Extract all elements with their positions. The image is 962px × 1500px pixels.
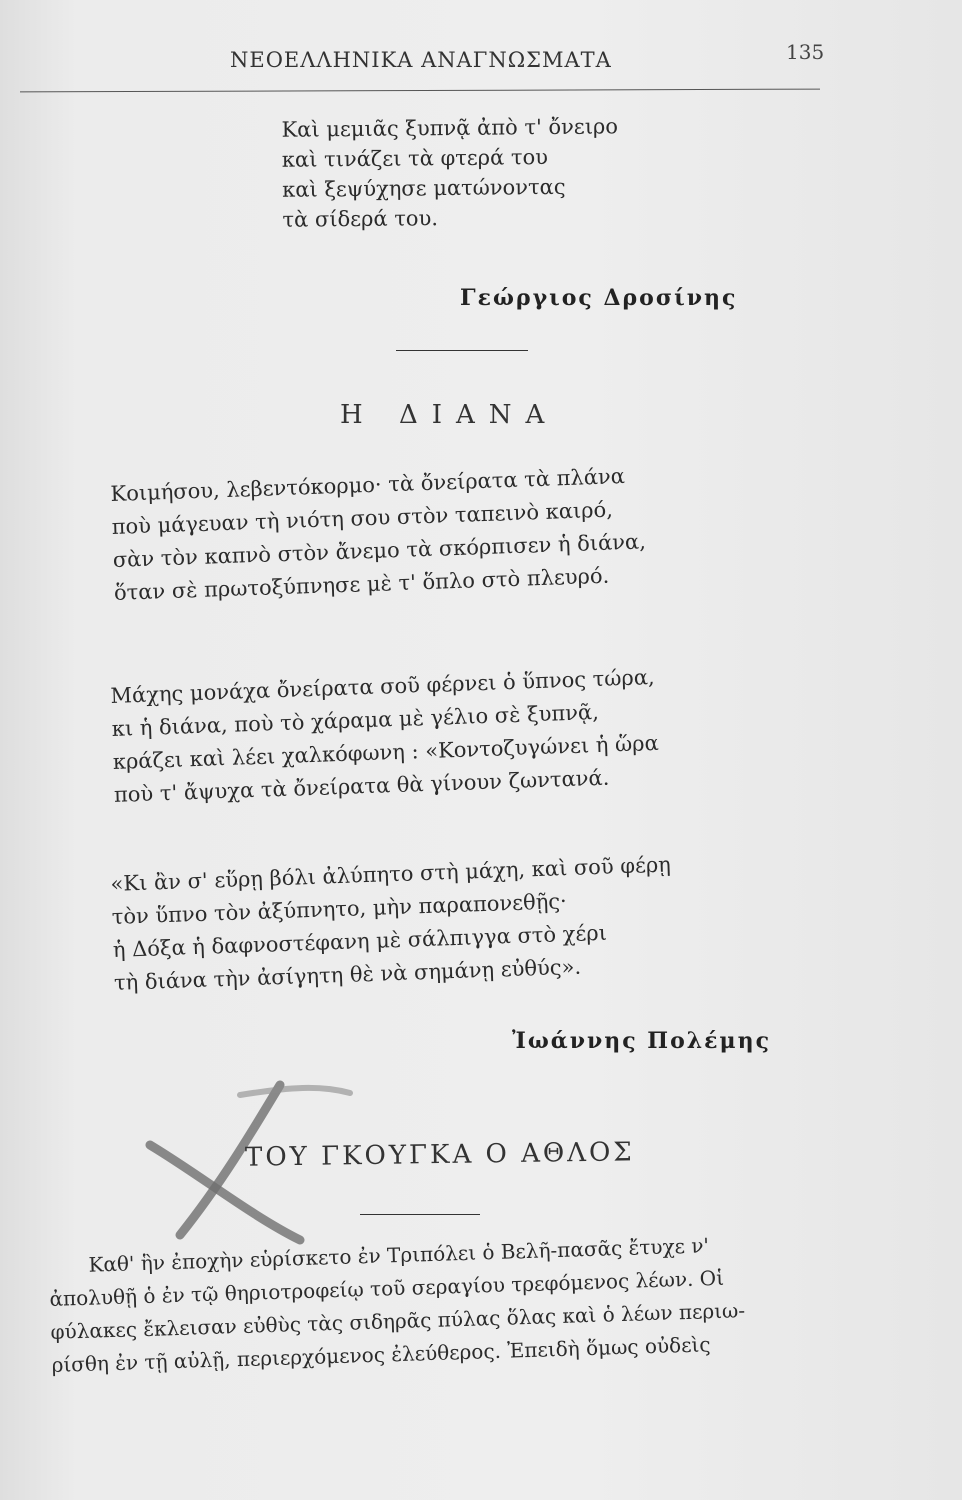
- prose-line: Καθ' ἣν ἐποχὴν εὑρίσκετο ἐν Τριπόλει ὁ Βελῆ-πασᾶς ἔτυχε ν': [88, 1233, 710, 1277]
- poem-line: καὶ ξεψύχησε ματώνοντας: [282, 174, 566, 202]
- poem-line: Καὶ μεμιᾶς ξυπνᾷ ἀπὸ τ' ὄνειρο: [281, 114, 619, 142]
- poem-line: ἡ Δόξα ἡ δαφνοστέφανη μὲ σάλπιγγα στὸ χέρι: [112, 920, 608, 962]
- poem-line: ποὺ μάγευαν τὴ νιότη σου στὸν ταπεινὸ καιρό,: [111, 497, 614, 539]
- section-title: ΤΟΥ ΓΚΟΥΓΚΑ Ο ΑΘΛΟΣ: [244, 1137, 635, 1173]
- poem1-author: Γεώργιος Δροσίνης: [460, 285, 738, 311]
- poem2-stanza-3: [110, 848, 675, 999]
- section-rule: [360, 1214, 480, 1215]
- poem2-title: Η ΔΙΑΝΑ: [340, 400, 559, 430]
- running-title: ΝΕΟΕΛΛΗΝΙΚΑ ΑΝΑΓΝΩΣΜΑΤΑ: [230, 48, 612, 72]
- poem-line: καὶ τινάζει τὰ φτερά του: [281, 144, 549, 172]
- divider-rule: [396, 350, 528, 351]
- poem-line: σὰν τὸν καπνὸ στὸν ἄνεμο τὰ σκόρπισεν ἡ διάνα,: [112, 529, 647, 572]
- poem-line: «Κι ἂν σ' εὕρῃ βόλι ἀλύπητο στὴ μάχη, καὶ σοῦ φέρῃ: [110, 852, 672, 896]
- prose-line: ἀπολυθῇ ὁ ἐν τῷ θηριοτροφείῳ τοῦ σεραγίου τρεφόμενος λέων. Οἱ: [49, 1265, 725, 1311]
- poem-line: τὰ σίδερά του.: [282, 206, 439, 232]
- page-number: 135: [786, 40, 825, 64]
- poem2-stanza-1: [110, 459, 648, 610]
- poem-line: κι ἡ διάνα, ποὺ τὸ χάραμα μὲ γέλιο σὲ ξυπνᾷ,: [111, 699, 600, 741]
- poem-line: ὅταν σὲ πρωτοξύπνησε μὲ τ' ὅπλο στὸ πλευρό.: [113, 563, 610, 605]
- prose-line: φύλακες ἔκλεισαν εὐθὺς τὰς σιδηρᾶς πύλας ὅλας καὶ ὁ λέων περιω-: [50, 1298, 746, 1344]
- poem1-stanza: [281, 111, 619, 235]
- running-head: [0, 40, 962, 100]
- poem-line: κράζει καὶ λέει χαλκόφωνη : «Κοντοζυγώνει ἡ ὥρα: [112, 730, 660, 774]
- prose-line: ρίσθη ἐν τῇ αὐλῇ, περιερχόμενος ἐλεύθερος. Ἐπειδὴ ὅμως οὐδεὶς: [51, 1332, 711, 1377]
- poem-line: Κοιμήσου, λεβεντόκορμο· τὰ ὄνείρατα τὰ πλάνα: [110, 464, 626, 506]
- poem2-stanza-2: [110, 661, 660, 812]
- section-body: [48, 1224, 882, 1382]
- poem-line: τὸν ὕπνο τὸν ἀξύπνητο, μὴν παραπονεθῇς·: [111, 889, 568, 929]
- poem-line: Μάχης μονάχα ὄνείρατα σοῦ φέρνει ὁ ὕπνος τώρα,: [110, 664, 656, 708]
- poem-line: ποὺ τ' ἄψυχα τὰ ὄνείρατα θὰ γίνουν ζωντανά.: [113, 765, 610, 807]
- header-rule: [20, 89, 820, 93]
- poem-line: τὴ διάνα τὴν ἀσίγητη θὲ νὰ σημάνῃ εὐθύς».: [113, 954, 582, 995]
- poem2-author: Ἰωάννης Πολέμης: [512, 1028, 772, 1054]
